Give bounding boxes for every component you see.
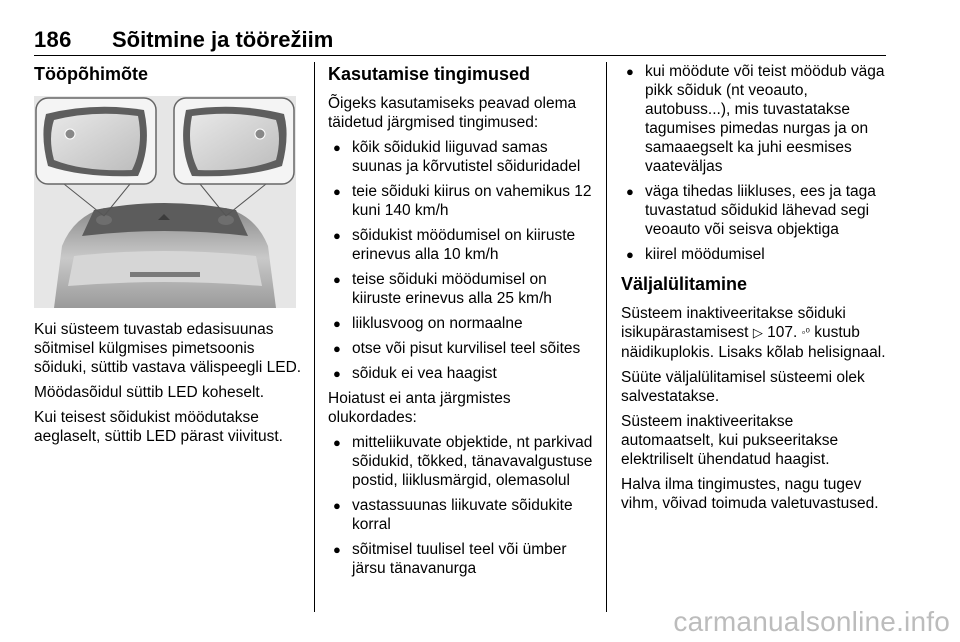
list-item: ● väga tihedas liikluses, ees ja taga tuvastatud sõidukid lähevad segi veoauto või seisva objektiga xyxy=(621,182,889,239)
paragraph xyxy=(621,304,889,362)
paragraph: Süsteem inaktiveeritakse automaatselt, kui pukseeritakse elektriliselt ühendatud haagist. xyxy=(621,413,839,468)
list-item: ● sõidukist möödumisel on kiiruste erinevus alla 10 km/h xyxy=(328,226,594,264)
section-heading-principle: Tööpõhimõte xyxy=(34,64,148,84)
column-2 xyxy=(328,62,594,584)
list-item: ● teie sõiduki kiirus on vahemikus 12 kuni 140 km/h xyxy=(328,182,594,220)
principle-text xyxy=(34,320,304,452)
paragraph: Süüte väljalülitamisel süsteemi olek salvestatakse. xyxy=(621,369,865,405)
no-warning-intro: Hoiatust ei anta järgmistes olukordades: xyxy=(328,390,511,426)
list-item: ● liiklusvoog on normaalne xyxy=(328,314,594,333)
conditions-list xyxy=(328,138,594,383)
list-item: ● sõiduk ei vea haagist xyxy=(328,364,594,383)
list-item: ● otse või pisut kurvilisel teel sõites xyxy=(328,339,594,358)
page-number: 186 xyxy=(34,27,72,52)
blind-spot-indicator-icon: ◦⁰ xyxy=(801,327,810,339)
conditions-intro: Õigeks kasutamiseks peavad olema täidetud järgmised tingimused: xyxy=(328,95,577,131)
list-item: ● vastassuunas liikuvate sõidukite korral xyxy=(328,496,594,534)
paragraph-text: Süsteem inaktiveeritakse sõiduki isikupärastamisest xyxy=(621,305,846,341)
paragraph: Kui teisest sõidukist möödutakse aeglaselt, süttib LED pärast viivitust. xyxy=(34,409,283,445)
list-item: ● kõik sõidukid liiguvad samas suunas ja kõrvutistel sõiduridadel xyxy=(328,138,594,176)
header-rule xyxy=(34,55,886,56)
list-item: ● kiirel möödumisel xyxy=(621,245,889,264)
mirror-illustration xyxy=(34,96,296,308)
page-header xyxy=(34,27,886,53)
section-heading-deactivation: Väljalülitamine xyxy=(621,274,748,294)
paragraph: Kui süsteem tuvastab edasisuunas sõitmisel külgmises pimetsoonis sõiduki, süttib vastava välispeegli LED. xyxy=(34,321,302,376)
section-heading-conditions: Kasutamise tingimused xyxy=(328,64,531,84)
list-item: ● teise sõiduki möödumisel on kiiruste erinevus alla 25 km/h xyxy=(328,270,594,308)
list-item: ● kui möödute või teist möödub väga pikk sõiduk (nt veoauto, autobuss...), mis tuvastatakse tagumises pimedas nurgas ja on samaaegselt ka juhi eesmises vaateväljas xyxy=(621,62,889,176)
car-mirror-led-image xyxy=(34,96,296,308)
column-divider-1 xyxy=(314,62,315,612)
list-item: ● mitteliikuvate objektide, nt parkivad sõidukid, tõkked, tänavavalgustuse postid, liiklusmärgid, olemasolul xyxy=(328,433,594,490)
no-warning-list-continued xyxy=(621,62,889,264)
column-3 xyxy=(621,62,889,519)
page-reference-link[interactable]: 107. xyxy=(767,324,798,341)
watermark: carmanualsonline.info xyxy=(673,606,950,637)
chapter-title: Sõitmine ja töörežiim xyxy=(112,27,334,52)
no-warning-list xyxy=(328,433,594,578)
page-reference-arrow-icon: ▷ xyxy=(752,325,763,340)
list-item: ● sõitmisel tuulisel teel või ümber järsu tänavanurga xyxy=(328,540,594,578)
paragraph: Möödasõidul süttib LED koheselt. xyxy=(34,384,265,401)
paragraph: Halva ilma tingimustes, nagu tugev vihm, võivad toimuda valetuvastused. xyxy=(621,476,879,512)
column-1 xyxy=(34,62,304,86)
paragraph-text: kustub näidikuplokis. Lisaks kõlab helisignaal. xyxy=(621,324,886,361)
column-divider-2 xyxy=(606,62,607,612)
